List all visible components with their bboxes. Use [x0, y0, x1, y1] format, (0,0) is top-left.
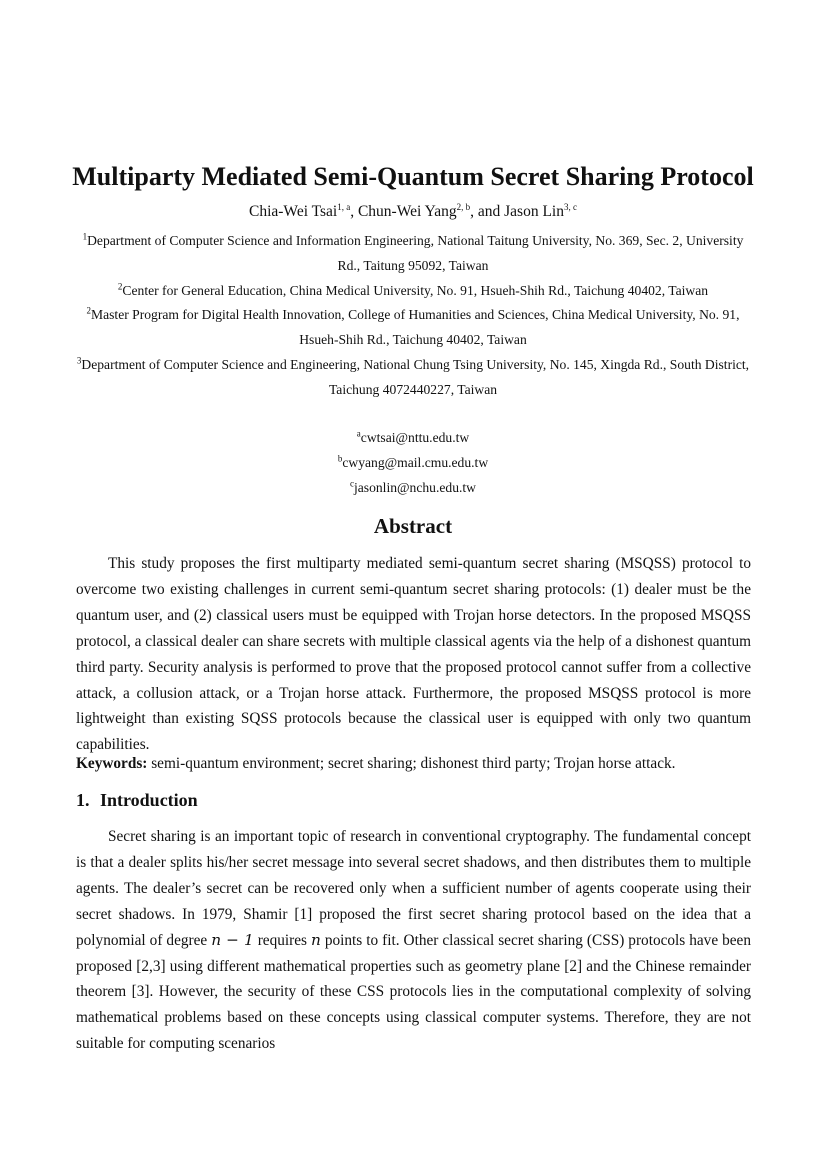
author-name: Chia-Wei Tsai	[249, 203, 338, 220]
keywords-label: Keywords:	[76, 755, 148, 772]
affiliation-text: Department of Computer Science and Engineering, National Chung Tsing University, No. 145, Xingda Rd., South District,	[81, 356, 750, 372]
author-line	[0, 201, 826, 223]
author-sup: 3, c	[563, 201, 577, 212]
author-name: Chun-Wei Yang	[357, 203, 457, 220]
email-text: cwyang@mail.cmu.edu.tw	[342, 454, 489, 470]
email-line	[0, 476, 826, 501]
email-text: jasonlin@nchu.edu.tw	[353, 479, 476, 495]
affiliation-sup: 1	[82, 231, 88, 242]
affiliation	[70, 303, 756, 353]
affiliation-sup: 2	[86, 305, 92, 316]
author-sup: 1, a	[337, 201, 351, 212]
abstract-heading: Abstract	[373, 514, 453, 538]
affiliation	[70, 279, 756, 304]
intro-text: requires	[253, 931, 311, 949]
math-expression: n	[310, 930, 321, 949]
intro-text: points to fit. Other classical secret sharing (CSS) protocols have been proposed [2,3] using different mathematical properties such as geometry plane [2] and the Chinese remainder theorem [3]. However, the security of these CSS protocols lies in the computational complexity of solving mathematical problems based on these concepts using classical computer systems. Therefore, they are not suitable for computing scenarios	[76, 931, 751, 1053]
author-sep: ,	[350, 203, 358, 220]
email-sup: c	[349, 478, 354, 489]
email-sup: a	[356, 428, 361, 439]
affiliation	[70, 353, 756, 378]
emails	[0, 426, 826, 500]
affiliation-tail: Taichung 4072440227, Taiwan	[328, 381, 498, 397]
intro-text: Secret sharing is an important topic of research in conventional cryptography. The fundamental concept is that a dealer splits his/her secret message into several secret shadows, and then distributes them to multiple agents. The dealer’s secret can be recovered only when a sufficient number of agents cooperate using their secret shadows. In 1979, Shamir [1] proposed the first secret sharing protocol based on the idea that a polynomial of degree	[76, 828, 751, 949]
author-name: Jason Lin	[504, 203, 564, 220]
paper-title: Multiparty Mediated Semi-Quantum Secret Sharing Protocol	[72, 162, 754, 191]
keywords	[76, 751, 751, 777]
section-number: 1.	[76, 790, 90, 810]
keywords-text: semi-quantum environment; secret sharing; dishonest third party; Trojan horse attack.	[147, 755, 676, 772]
abstract-text: This study proposes the first multiparty mediated semi-quantum secret sharing (MSQSS) protocol to overcome two existing challenges in current semi-quantum secret sharing protocols: (1) dealer must be the quantum user, and (2) classical users must be equipped with Trojan horse detectors. In the proposed MSQSS protocol, a classical dealer can share secrets with multiple classical agents via the help of a dishonest quantum third party. Security analysis is performed to prove that the proposed protocol cannot suffer from a collective attack, a collusion attack, or a Trojan horse attack. Furthermore, the proposed MSQSS protocol is more lightweight than existing SQSS protocols because the classical user is equipped with only two quantum capabilities.	[76, 555, 751, 754]
affiliation-text: Master Program for Digital Health Innovation, College of Humanities and Sciences, China Medical University, No. 91, Hsueh-Shih Rd., Taichung 40402, Taiwan	[91, 307, 740, 348]
math-expression: n − 1	[211, 930, 254, 949]
affiliation-sup: 2	[117, 281, 123, 292]
section-title: Introduction	[100, 790, 198, 810]
introduction-paragraph	[76, 824, 751, 1057]
email-line	[0, 426, 826, 451]
email-text: cwtsai@nttu.edu.tw	[360, 430, 470, 445]
affiliation-text: Center for General Education, China Medical University, No. 91, Hsueh-Shih Rd., Taichung 40402, Taiwan	[122, 282, 709, 298]
email-sup: b	[337, 453, 343, 464]
author-sep: , and	[470, 203, 505, 220]
section-heading-introduction	[76, 788, 198, 812]
affiliations	[70, 229, 756, 403]
affiliation-sup: 3	[76, 355, 82, 366]
email-line	[0, 451, 826, 476]
affiliation	[70, 229, 756, 279]
affiliation-text: Department of Computer Science and Information Engineering, National Taitung University, No. 369, Sec. 2, University Rd., Taitung 95092, Taiwan	[87, 233, 744, 273]
author-sup: 2, b	[456, 201, 471, 212]
